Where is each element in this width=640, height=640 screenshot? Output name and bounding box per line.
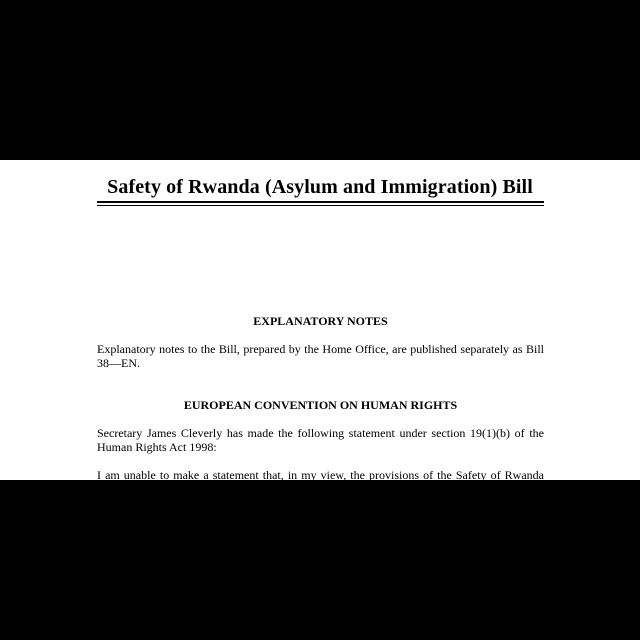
paragraph-compatibility-statement: I am unable to make a statement that, in my view, the provisions of the Safety of Rwanda (Asylum	[97, 468, 544, 496]
section-heading-echr: EUROPEAN CONVENTION ON HUMAN RIGHTS	[183, 398, 458, 412]
paragraph-section-19-statement: Secretary James Cleverly has made the following statement under section 19(1)(b) of the Human Rights Act 1998:	[97, 426, 544, 454]
bill-title: Safety of Rwanda (Asylum and Immigration) Bill	[107, 176, 533, 198]
document-page	[0, 160, 640, 496]
section-heading-explanatory-notes: EXPLANATORY NOTES	[253, 314, 388, 328]
title-rule-thin	[97, 205, 544, 206]
title-rule-thick	[97, 201, 544, 203]
paragraph-explanatory-notes: Explanatory notes to the Bill, prepared by the Home Office, are published separately as Bill 38—EN.	[97, 342, 544, 370]
